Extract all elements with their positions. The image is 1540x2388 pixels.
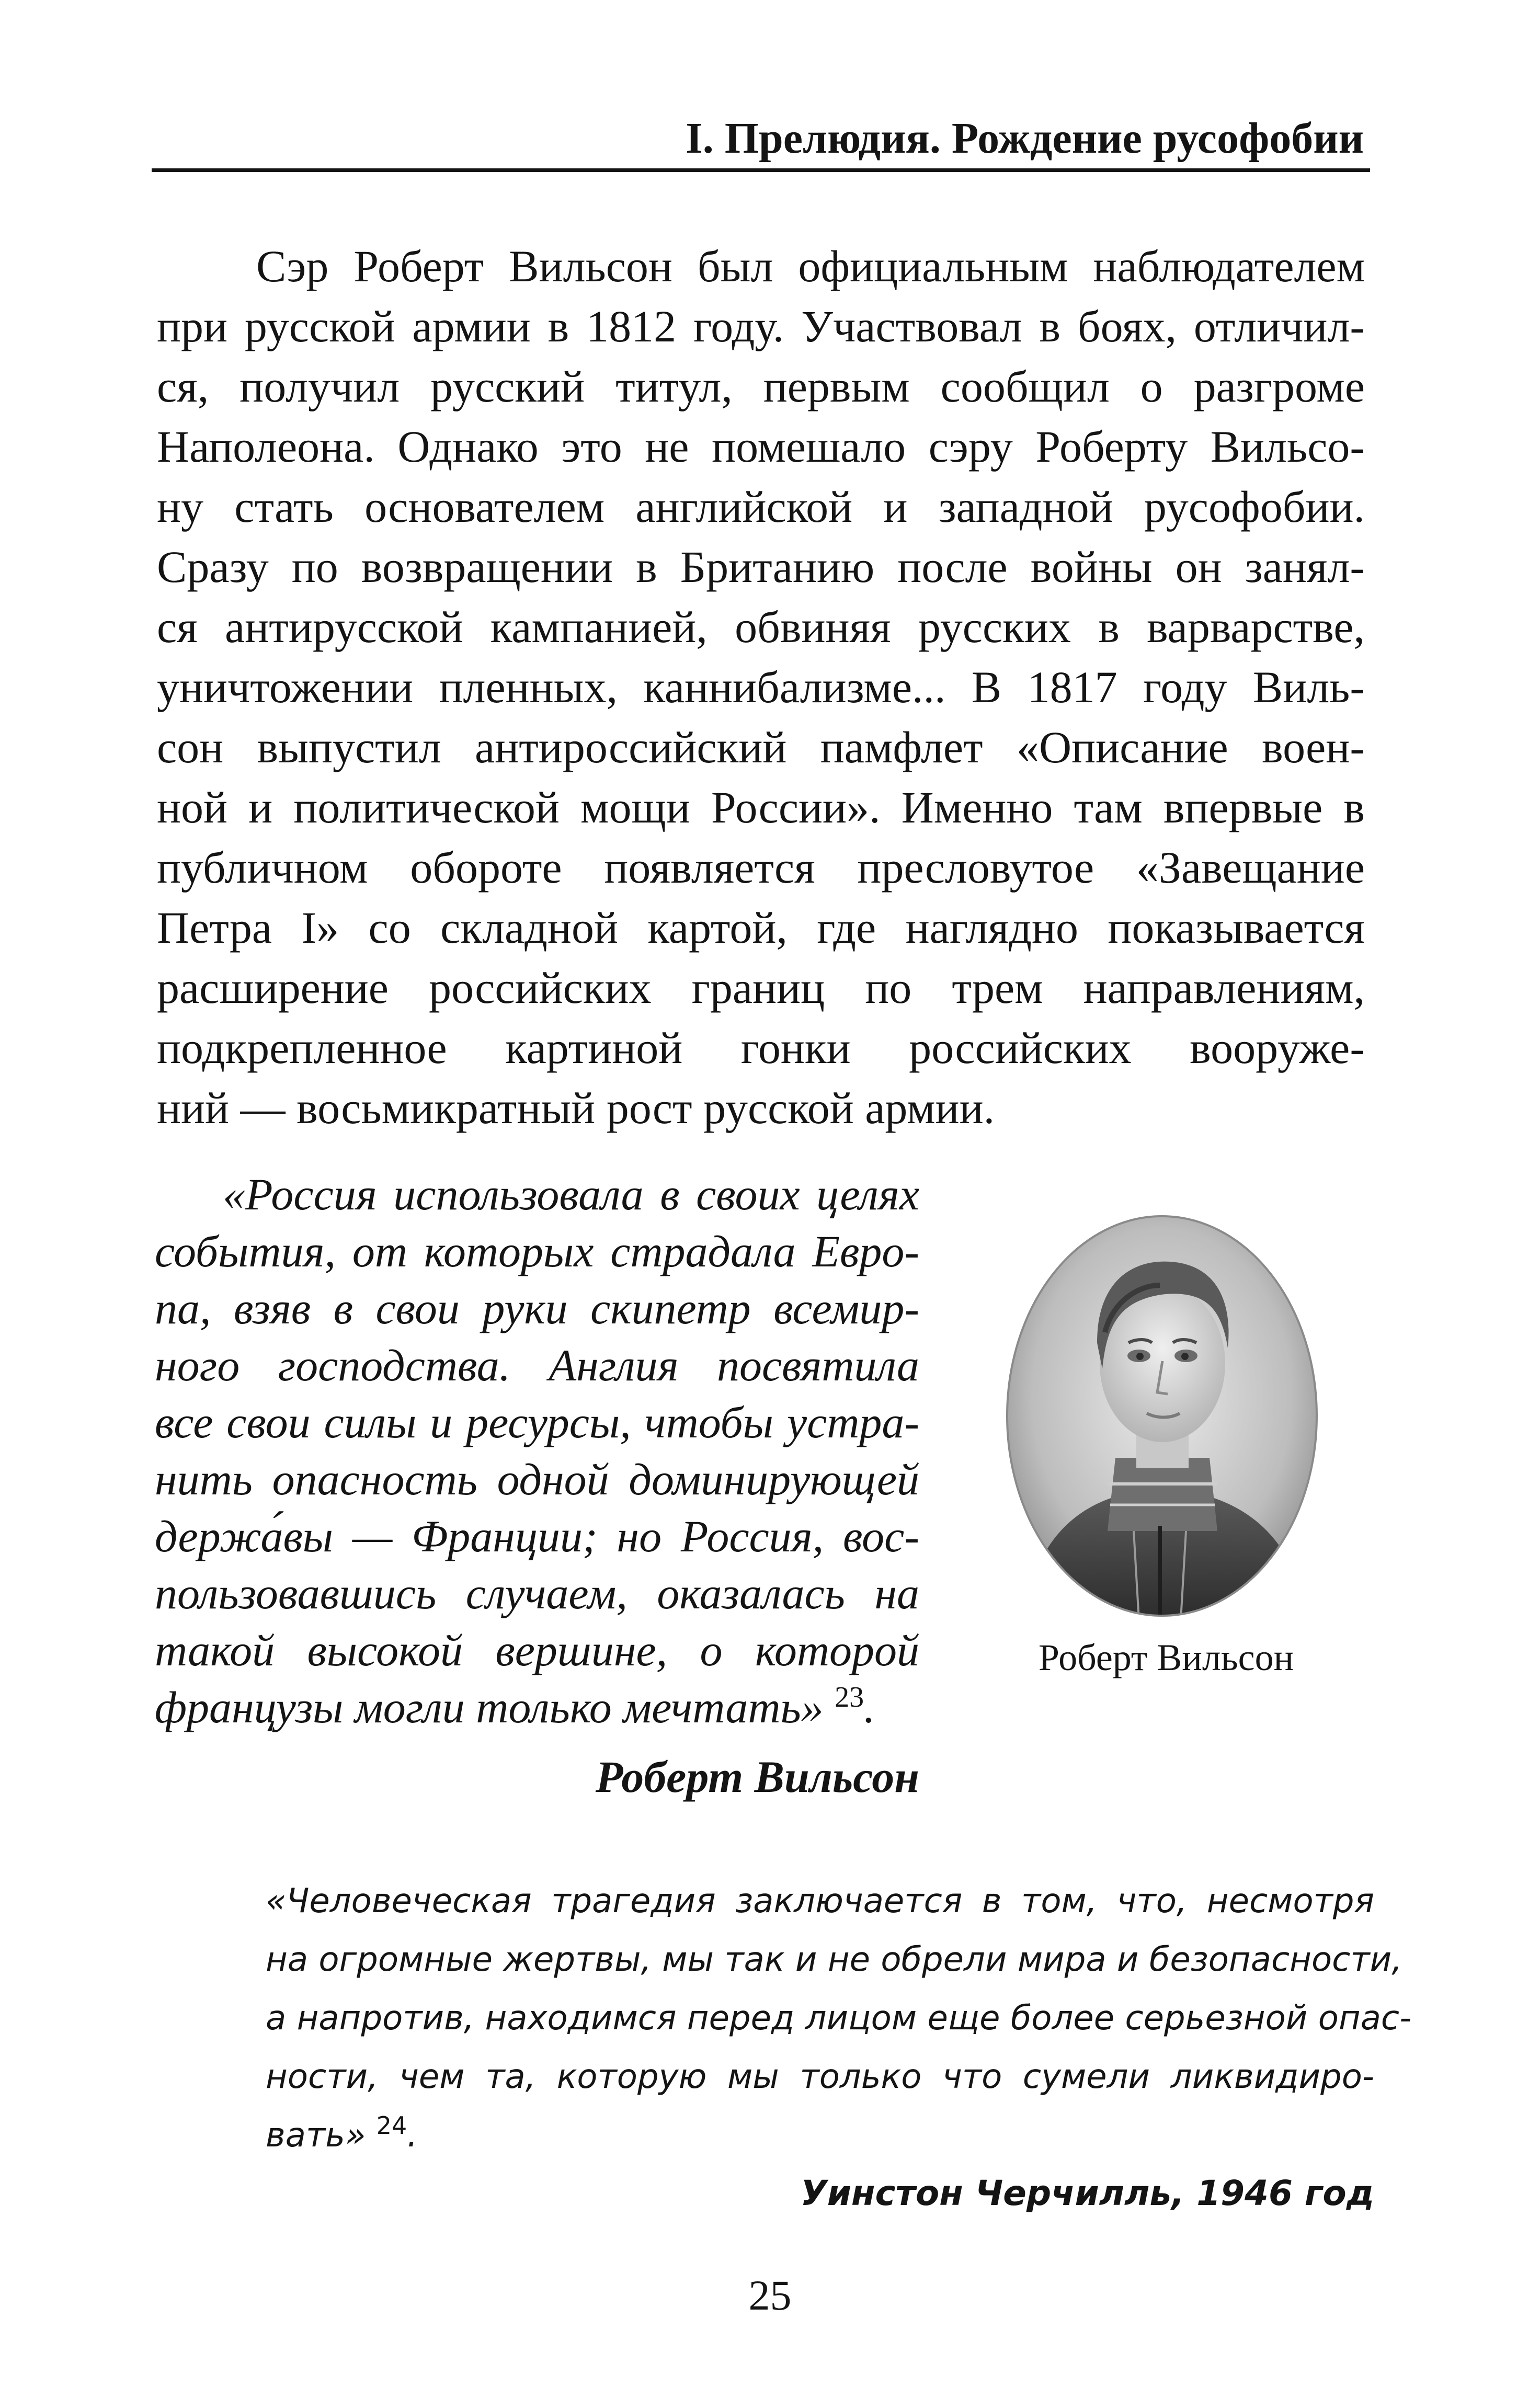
quote-line: ности, чем та, которую мы только что сумели ликвидиро- <box>266 2058 1374 2096</box>
header-rule <box>152 168 1370 172</box>
paragraph-line: при русской армии в 1812 году. Участвовал в боях, отличил- <box>157 301 1365 351</box>
paragraph-line: сон выпустил антироссийский памфлет «Описание воен- <box>157 722 1365 772</box>
footnote-ref-24: 24 <box>376 2111 407 2140</box>
quote-end-punct: . <box>407 2116 418 2155</box>
quote-last-line <box>155 1679 919 1736</box>
quote-end-punct: . <box>864 1682 875 1732</box>
quote-line: все свои силы и ресурсы, чтобы устра- <box>155 1397 919 1447</box>
wilson-quote <box>155 1166 919 1736</box>
paragraph-line: ся антирусской кампанией, обвиняя русских в варварстве, <box>157 602 1365 652</box>
churchill-quote <box>266 1872 1412 2165</box>
quote-line: а напротив, находимся перед лицом еще более серьезной опас- <box>266 1999 1412 2038</box>
wilson-quote-author: Роберт Вильсон <box>595 1752 919 1802</box>
paragraph-line: подкрепленное картиной гонки российских вооруже- <box>157 1023 1365 1073</box>
main-paragraph <box>157 236 1365 1138</box>
paragraph-line: уничтожении пленных, каннибализме... В 1817 году Виль- <box>157 662 1365 712</box>
quote-line-text: французы могли только мечтать» <box>155 1682 824 1732</box>
paragraph-line: публичном обороте появляется пресловутое «Завещание <box>157 842 1365 893</box>
page-number: 25 <box>748 2271 792 2319</box>
paragraph-line: ной и политической мощи России». Именно там впервые в <box>157 782 1365 832</box>
quote-last-line <box>266 2106 1374 2165</box>
paragraph-line: ний — восьмикратный рост русской армии. <box>157 1083 995 1133</box>
quote-line: такой высокой вершине, о которой <box>155 1625 919 1675</box>
quote-line: на огромные жертвы, мы так и не обрели мира и безопасности, <box>266 1940 1402 1979</box>
churchill-quote-author: Уинстон Черчилль, 1946 год <box>800 2173 1374 2213</box>
paragraph-line: Петра I» со складной картой, где наглядно показывается <box>157 902 1365 953</box>
quote-line: пользовавшись случаем, оказалась на <box>155 1568 919 1618</box>
paragraph-line: ну стать основателем английской и западной русофобии. <box>157 482 1365 532</box>
quote-line: события, от которых страдала Евро- <box>155 1226 919 1276</box>
paragraph-line: расширение российских границ по трем направлениям, <box>157 963 1365 1013</box>
quote-line: па, взяв в свои руки скипетр всемир- <box>155 1283 919 1333</box>
paragraph-line: ся, получил русский титул, первым сообщил о разгроме <box>157 361 1365 412</box>
portrait-caption: Роберт Вильсон <box>1038 1637 1294 1678</box>
quote-line: держа́вы — Франции; но Россия, вос- <box>155 1511 919 1561</box>
footnote-ref-23: 23 <box>835 1681 864 1713</box>
paragraph-line: Сразу по возвращении в Британию после войны он занял- <box>157 542 1365 592</box>
quote-line: ного господства. Англия посвятила <box>155 1340 919 1390</box>
paragraph-line: Сэр Роберт Вильсон был официальным наблюдателем <box>256 241 1365 291</box>
paragraph-line: Наполеона. Однако это не помешало сэру Роберту Вильсо- <box>157 421 1365 472</box>
portrait-engraving-icon <box>1003 1212 1321 1620</box>
quote-line: нить опасность одной доминирующей <box>155 1454 919 1504</box>
running-header: I. Прелюдия. Рождение русофобии <box>686 114 1364 163</box>
quote-line-text: вать» <box>266 2116 366 2155</box>
quote-line: «Человеческая трагедия заключается в том, что, несмотря <box>266 1882 1374 1921</box>
quote-line: «Россия использовала в своих целях <box>223 1169 919 1219</box>
